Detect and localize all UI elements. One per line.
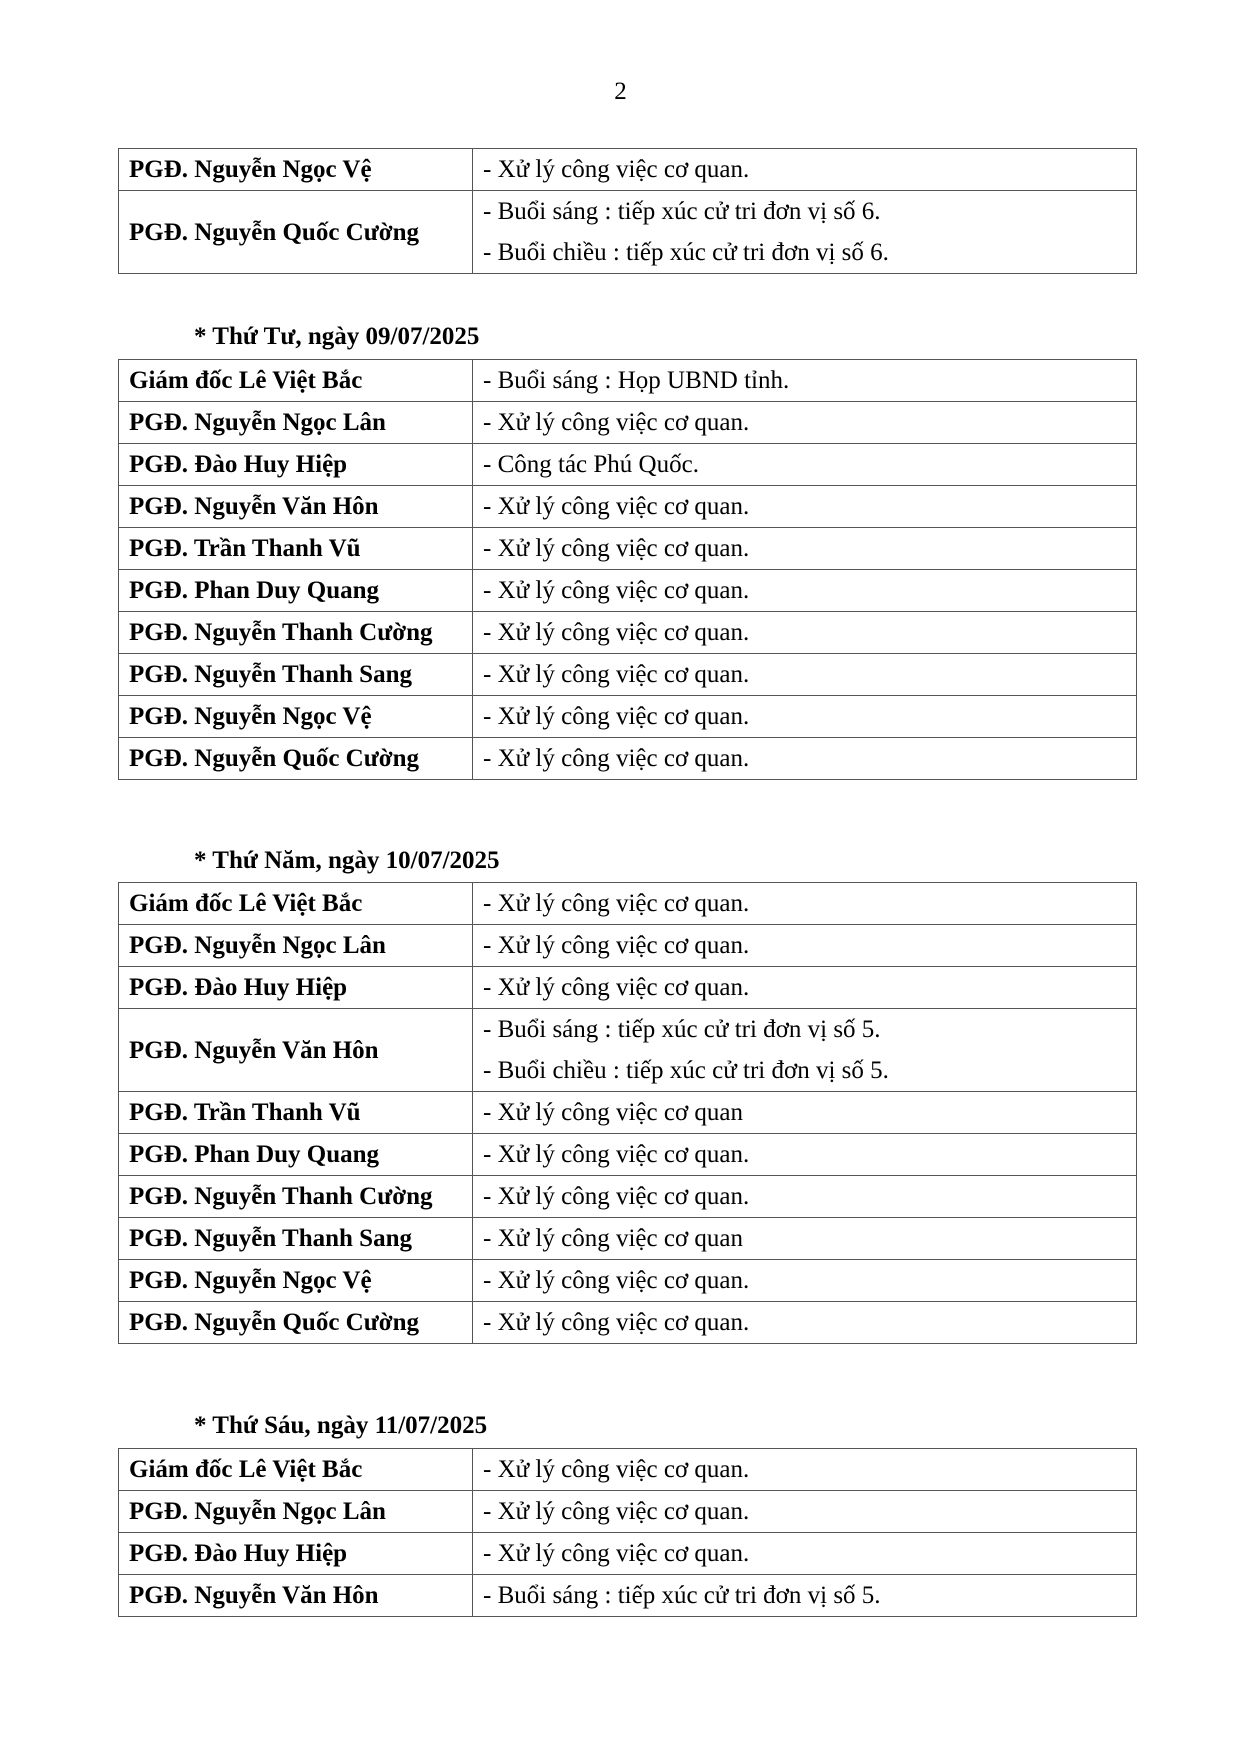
task-line: - Xử lý công việc cơ quan.: [483, 577, 750, 604]
task-line: - Xử lý công việc cơ quan.: [483, 1183, 750, 1210]
official-name: PGĐ. Nguyễn Quốc Cường: [119, 1302, 473, 1344]
table-row: [119, 654, 1137, 696]
table-row: [119, 1134, 1137, 1176]
official-name: PGĐ. Nguyễn Ngọc Vệ: [119, 149, 473, 191]
official-name: PGĐ. Nguyễn Ngọc Lân: [119, 402, 473, 444]
table-row: [119, 696, 1137, 738]
task-cell: [473, 1218, 1137, 1260]
task-cell: [473, 402, 1137, 444]
task-line: - Xử lý công việc cơ quan.: [483, 1456, 750, 1483]
official-name: PGĐ. Phan Duy Quang: [119, 570, 473, 612]
official-name: Giám đốc Lê Việt Bắc: [119, 360, 473, 402]
task-line: - Xử lý công việc cơ quan.: [483, 493, 750, 520]
task-line: - Xử lý công việc cơ quan.: [483, 745, 750, 772]
task-line: - Xử lý công việc cơ quan: [483, 1225, 744, 1252]
table-row: [119, 1575, 1137, 1617]
page-number: 2: [614, 78, 627, 105]
table-row: [119, 1009, 1137, 1092]
task-cell: [473, 1009, 1137, 1092]
official-name: PGĐ. Nguyễn Thanh Sang: [119, 654, 473, 696]
task-line: - Xử lý công việc cơ quan.: [483, 619, 750, 646]
day-heading: * Thứ Tư, ngày 09/07/2025: [194, 323, 480, 350]
table-row: [119, 1218, 1137, 1260]
official-name: PGĐ. Nguyễn Thanh Cường: [119, 1176, 473, 1218]
official-name: PGĐ. Nguyễn Văn Hôn: [119, 1009, 473, 1092]
task-cell: [473, 191, 1137, 274]
table-row: [119, 1302, 1137, 1344]
table-row: [119, 1176, 1137, 1218]
official-name: PGĐ. Nguyễn Quốc Cường: [119, 191, 473, 274]
official-name: PGĐ. Đào Huy Hiệp: [119, 1533, 473, 1575]
table-row: [119, 444, 1137, 486]
task-line: - Xử lý công việc cơ quan.: [483, 932, 750, 959]
task-cell: [473, 612, 1137, 654]
official-name: PGĐ. Nguyễn Văn Hôn: [119, 486, 473, 528]
table-row: [119, 149, 1137, 191]
task-line: - Xử lý công việc cơ quan.: [483, 409, 750, 436]
table-row: [119, 402, 1137, 444]
official-name: PGĐ. Trần Thanh Vũ: [119, 1092, 473, 1134]
task-line: - Xử lý công việc cơ quan.: [483, 661, 750, 688]
official-name: PGĐ. Trần Thanh Vũ: [119, 528, 473, 570]
official-name: PGĐ. Nguyễn Quốc Cường: [119, 738, 473, 780]
table-row: [119, 528, 1137, 570]
table-row: [119, 967, 1137, 1009]
table-row: [119, 1533, 1137, 1575]
task-cell: [473, 570, 1137, 612]
task-cell: [473, 444, 1137, 486]
task-line: - Xử lý công việc cơ quan.: [483, 156, 750, 183]
official-name: PGĐ. Nguyễn Thanh Sang: [119, 1218, 473, 1260]
task-line: - Xử lý công việc cơ quan.: [483, 1540, 750, 1567]
task-line: - Công tác Phú Quốc.: [483, 451, 699, 478]
official-name: PGĐ. Đào Huy Hiệp: [119, 444, 473, 486]
schedule-table: [118, 1448, 1137, 1617]
task-cell: [473, 1260, 1137, 1302]
task-cell: [473, 528, 1137, 570]
official-name: PGĐ. Nguyễn Ngọc Lân: [119, 925, 473, 967]
task-line: - Xử lý công việc cơ quan.: [483, 535, 750, 562]
official-name: Giám đốc Lê Việt Bắc: [119, 1449, 473, 1491]
task-line: - Xử lý công việc cơ quan.: [483, 1498, 750, 1525]
table-row: [119, 486, 1137, 528]
official-name: Giám đốc Lê Việt Bắc: [119, 883, 473, 925]
table-row: [119, 191, 1137, 274]
task-line: - Xử lý công việc cơ quan.: [483, 1141, 750, 1168]
task-cell: [473, 925, 1137, 967]
schedule-table: [118, 882, 1137, 1344]
official-name: PGĐ. Nguyễn Ngọc Vệ: [119, 1260, 473, 1302]
official-name: PGĐ. Nguyễn Ngọc Vệ: [119, 696, 473, 738]
table-row: [119, 1092, 1137, 1134]
schedule-table: [118, 148, 1137, 274]
task-line: - Xử lý công việc cơ quan.: [483, 1309, 750, 1336]
task-line: - Xử lý công việc cơ quan: [483, 1099, 744, 1126]
task-cell: [473, 696, 1137, 738]
task-line: - Buổi chiều : tiếp xúc cử tri đơn vị số 5.: [483, 1057, 889, 1084]
task-cell: [473, 738, 1137, 780]
table-row: [119, 883, 1137, 925]
official-name: PGĐ. Nguyễn Thanh Cường: [119, 612, 473, 654]
task-line: - Buổi sáng : tiếp xúc cử tri đơn vị số 5.: [483, 1016, 881, 1043]
official-name: PGĐ. Phan Duy Quang: [119, 1134, 473, 1176]
table-row: [119, 1260, 1137, 1302]
schedule-table: [118, 359, 1137, 780]
task-cell: [473, 883, 1137, 925]
official-name: PGĐ. Nguyễn Ngọc Lân: [119, 1491, 473, 1533]
task-line: - Buổi chiều : tiếp xúc cử tri đơn vị số 6.: [483, 239, 889, 266]
task-line: - Buổi sáng : tiếp xúc cử tri đơn vị số 6.: [483, 198, 881, 225]
task-cell: [473, 1176, 1137, 1218]
task-cell: [473, 967, 1137, 1009]
task-cell: [473, 1449, 1137, 1491]
table-row: [119, 1491, 1137, 1533]
table-row: [119, 925, 1137, 967]
table-row: [119, 1449, 1137, 1491]
day-heading: * Thứ Năm, ngày 10/07/2025: [194, 847, 500, 874]
task-cell: [473, 1533, 1137, 1575]
task-line: - Xử lý công việc cơ quan.: [483, 890, 750, 917]
table-row: [119, 360, 1137, 402]
task-cell: [473, 486, 1137, 528]
task-cell: [473, 1302, 1137, 1344]
task-cell: [473, 149, 1137, 191]
task-cell: [473, 1491, 1137, 1533]
task-line: - Xử lý công việc cơ quan.: [483, 974, 750, 1001]
table-row: [119, 738, 1137, 780]
table-row: [119, 612, 1137, 654]
task-line: - Buổi sáng : tiếp xúc cử tri đơn vị số 5.: [483, 1582, 881, 1609]
task-cell: [473, 360, 1137, 402]
official-name: PGĐ. Đào Huy Hiệp: [119, 967, 473, 1009]
task-cell: [473, 1575, 1137, 1617]
task-line: - Xử lý công việc cơ quan.: [483, 703, 750, 730]
official-name: PGĐ. Nguyễn Văn Hôn: [119, 1575, 473, 1617]
task-line: - Xử lý công việc cơ quan.: [483, 1267, 750, 1294]
task-cell: [473, 1134, 1137, 1176]
table-row: [119, 570, 1137, 612]
task-cell: [473, 1092, 1137, 1134]
day-heading: * Thứ Sáu, ngày 11/07/2025: [194, 1412, 488, 1439]
task-cell: [473, 654, 1137, 696]
task-line: - Buổi sáng : Họp UBND tỉnh.: [483, 367, 790, 394]
